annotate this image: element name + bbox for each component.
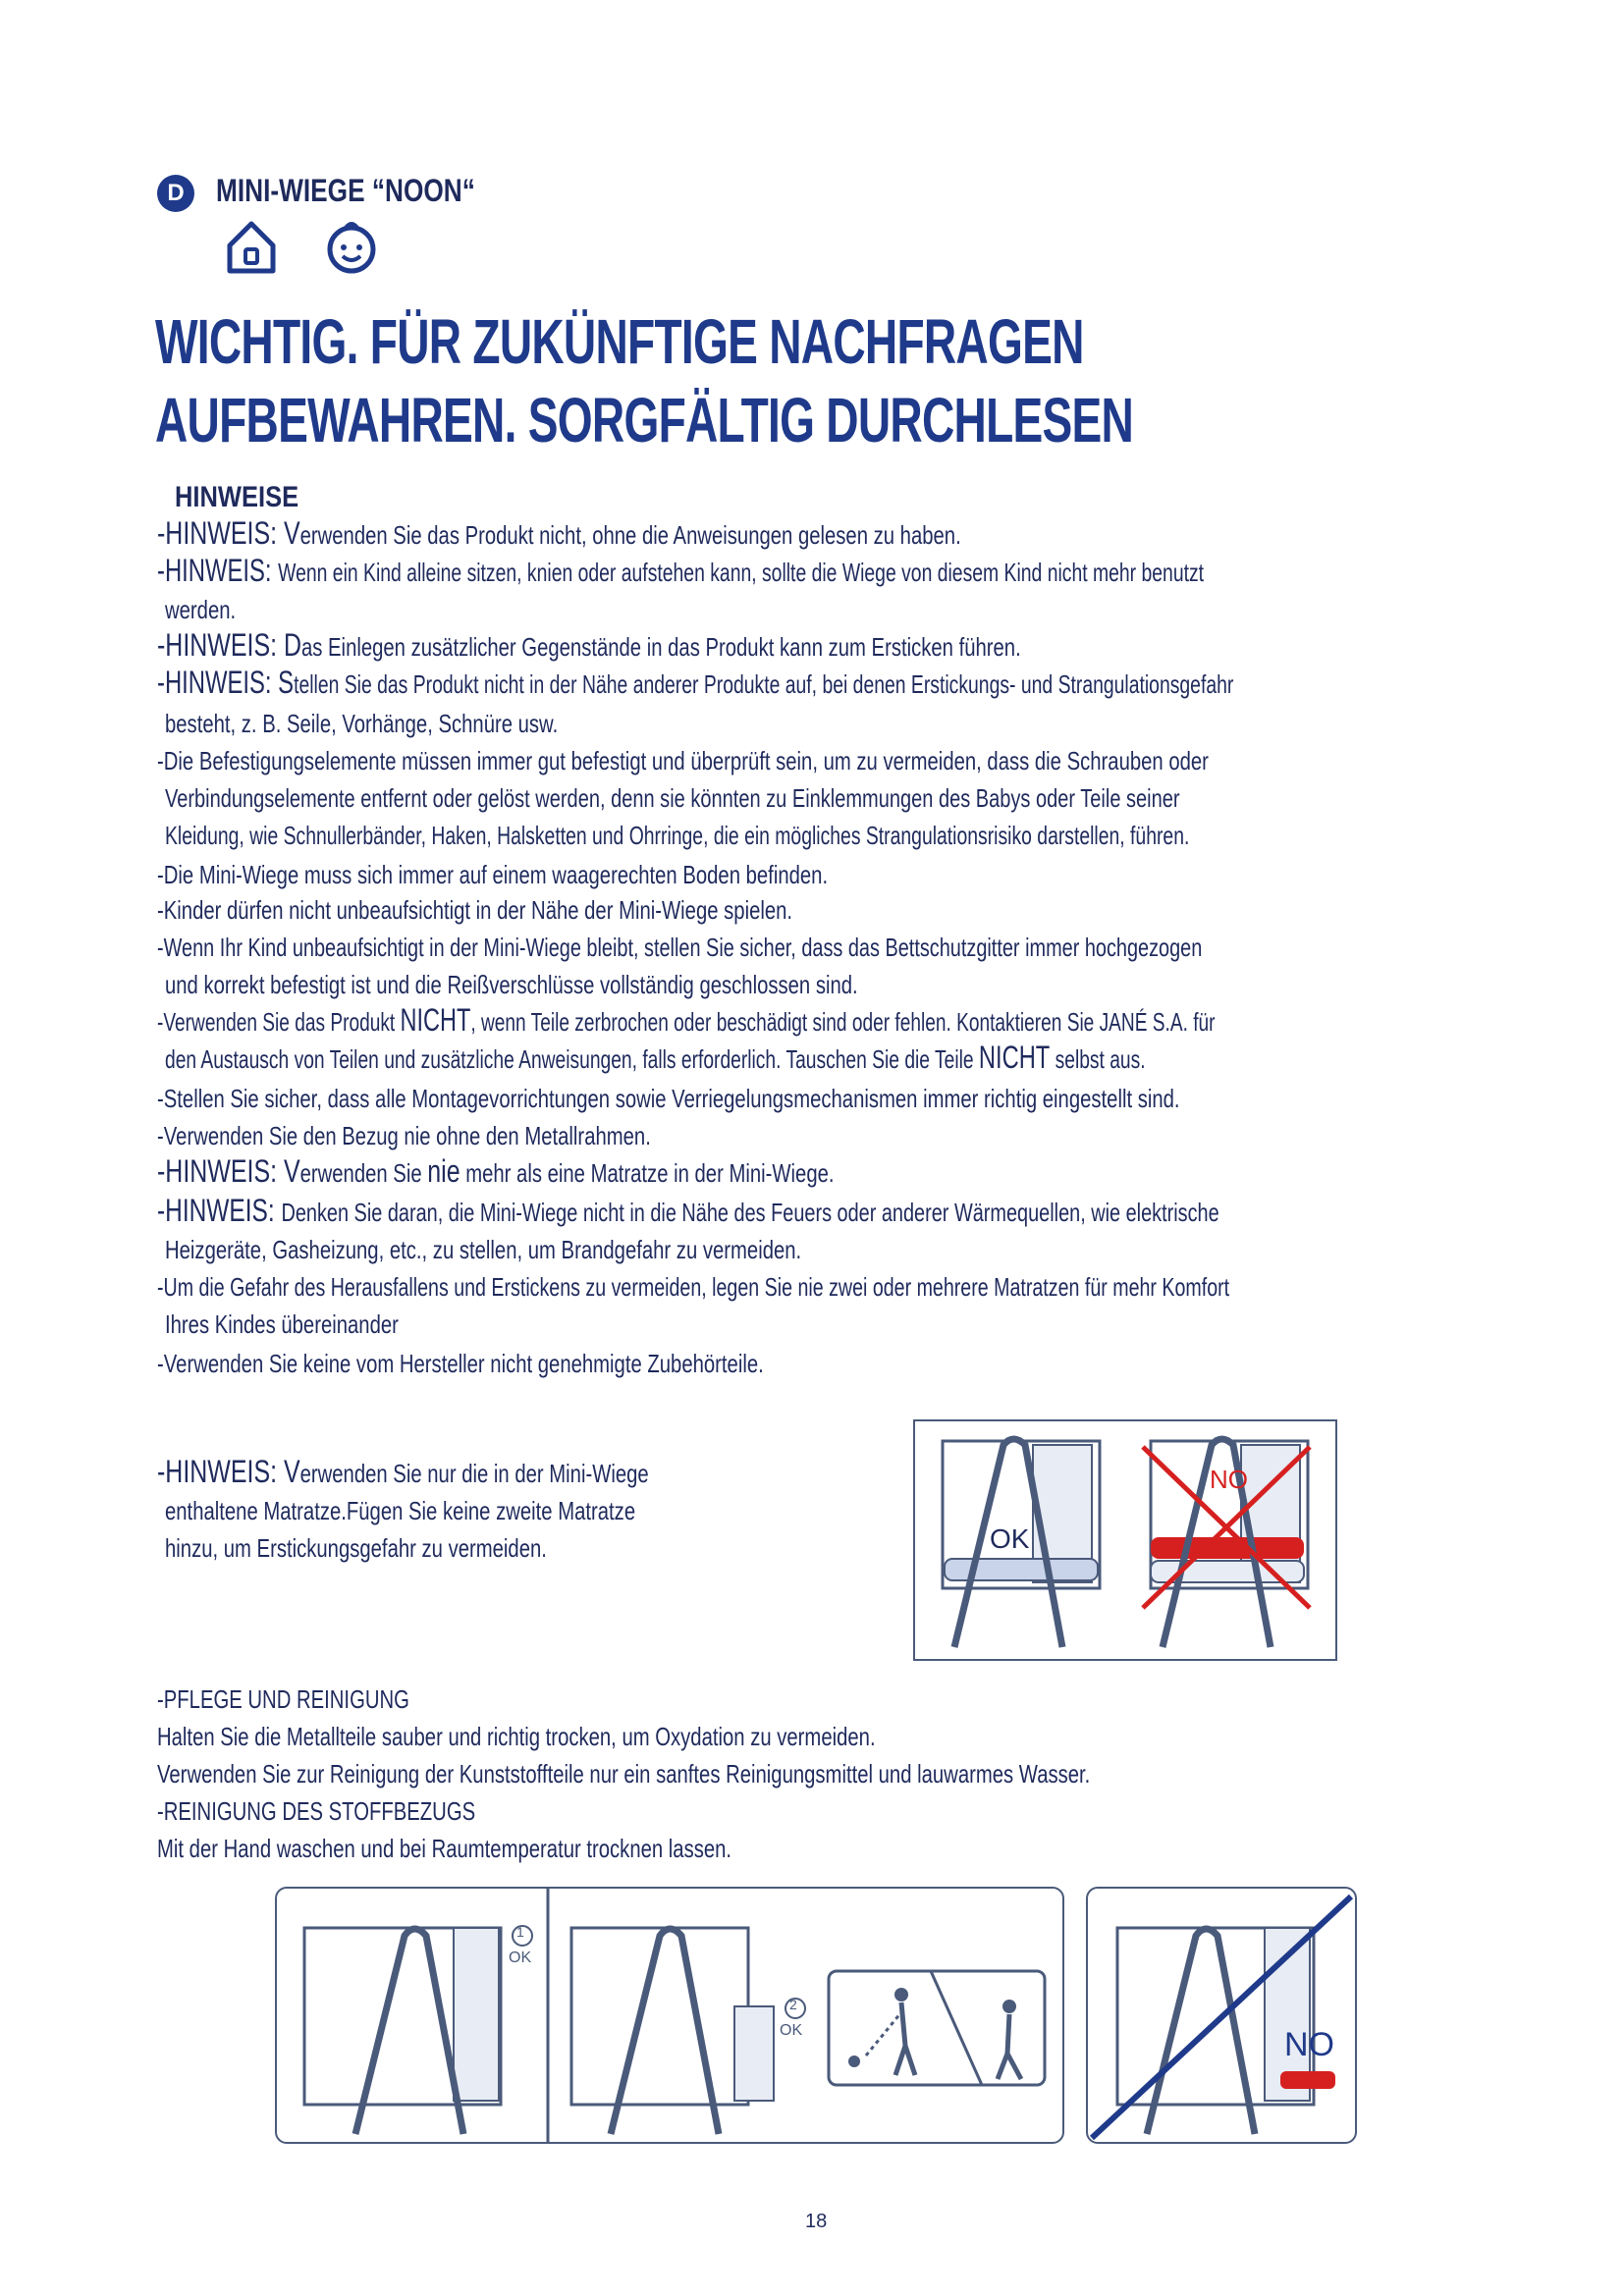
headline-line-2: AUFBEWAHREN. SORGFÄLTIG DURCHLESEN: [155, 385, 1134, 455]
note-line: -Kinder dürfen nicht unbeaufsichtigt in der Nähe der Mini-Wiege spielen.: [157, 895, 793, 925]
mattress-note-line: -HINWEIS: Verwenden Sie nur die in der Mini-Wiege: [157, 1454, 649, 1489]
care-line: Halten Sie die Metallteile sauber und richtig trocken, um Oxydation zu vermeiden.: [157, 1722, 876, 1751]
step-1-label: OK: [509, 1949, 532, 1966]
note-line: den Austausch von Teilen und zusätzliche Anweisungen, falls erforderlich. Tauschen Sie die Teile NICHT selbst aus.: [165, 1040, 1146, 1075]
note-line: besteht, z. B. Seile, Vorhänge, Schnüre usw.: [165, 709, 559, 738]
mattress-note-line: enthaltene Matratze.Fügen Sie keine zweite Matratze: [165, 1496, 636, 1525]
note-line: Kleidung, wie Schnullerbänder, Haken, Halsketten und Ohrringe, die ein mögliches Strangulationsrisiko darstellen, führen.: [165, 821, 1190, 850]
no-illustration: [1086, 1887, 1357, 2144]
home-icon: [224, 218, 279, 277]
ok-label: OK: [990, 1523, 1030, 1554]
note-line: -HINWEIS: Verwenden Sie nie mehr als eine Matratze in der Mini-Wiege.: [157, 1153, 835, 1189]
note-line: -Die Mini-Wiege muss sich immer auf einem waagerechten Boden befinden.: [157, 860, 829, 889]
language-badge: D: [157, 175, 194, 212]
note-line: Heizgeräte, Gasheizung, etc., zu stellen, um Brandgefahr zu vermeiden.: [165, 1235, 802, 1264]
care-line: Verwenden Sie zur Reinigung der Kunststoffteile nur ein sanftes Reinigungsmittel und lauwarmes Wasser.: [157, 1759, 1091, 1789]
note-line: -Stellen Sie sicher, dass alle Montagevorrichtungen sowie Verriegelungsmechanismen immer richtig eingestellt sind.: [157, 1084, 1180, 1113]
no-label: NO: [1210, 1465, 1248, 1494]
step-2-number: 2: [789, 1997, 797, 2012]
note-line: -Verwenden Sie keine vom Hersteller nicht genehmigte Zubehörteile.: [157, 1349, 764, 1378]
child-warning-drawing: [829, 1971, 1045, 2085]
notes-title: HINWEISE: [175, 481, 299, 513]
note-line: Ihres Kindes übereinander: [165, 1309, 399, 1339]
note-line: -Die Befestigungselemente müssen immer gut befestigt und überprüft sein, um zu vermeiden, dass die Schrauben oder: [157, 746, 1209, 775]
step-2-label: OK: [780, 2022, 803, 2039]
mattress-note-line: hinzu, um Erstickungsgefahr zu vermeiden.: [165, 1533, 547, 1563]
note-line: -HINWEIS: Stellen Sie das Produkt nicht in der Nähe anderer Produkte auf, bei denen Erstickungs- und Strangulationsgefahr: [157, 665, 1234, 700]
mattress-illustration: [913, 1419, 1337, 1661]
note-line: -HINWEIS: Das Einlegen zusätzlicher Gegenstände in das Produkt kann zum Ersticken führen.: [157, 627, 1021, 663]
note-line: -HINWEIS: Verwenden Sie das Produkt nicht, ohne die Anweisungen gelesen zu haben.: [157, 515, 961, 551]
note-line: -Wenn Ihr Kind unbeaufsichtigt in der Mini-Wiege bleibt, stellen Sie sicher, dass das Bettschutzgitter immer hochgezogen: [157, 933, 1203, 962]
care-heading: -PFLEGE UND REINIGUNG: [157, 1684, 409, 1714]
section-title: MINI-WIEGE “NOON“: [216, 173, 475, 208]
crib-step-1-drawing: [304, 1926, 532, 2134]
note-line: -Verwenden Sie den Bezug nie ohne den Metallrahmen.: [157, 1121, 651, 1150]
crib-step-2-drawing: [571, 1928, 805, 2134]
note-line: -HINWEIS: Denken Sie daran, die Mini-Wiege nicht in die Nähe des Feuers oder anderer Wärmequellen, wie elektrische: [157, 1193, 1219, 1228]
note-line: -HINWEIS: Wenn ein Kind alleine sitzen, knien oder aufstehen kann, sollte die Wiege von diesem Kind nicht mehr benutzt: [157, 553, 1205, 588]
page-number: 18: [805, 2211, 828, 2232]
care-heading: -REINIGUNG DES STOFFBEZUGS: [157, 1796, 476, 1826]
note-line: -Verwenden Sie das Produkt NICHT, wenn Teile zerbrochen oder beschädigt sind oder fehlen. Kontaktieren Sie JANÉ S.A. für: [157, 1002, 1216, 1038]
note-line: und korrekt befestigt ist und die Reißverschlüsse vollständig geschlossen sind.: [165, 970, 858, 999]
note-line: Verbindungselemente entfernt oder gelöst werden, denn sie könnten zu Einklemmungen des Babys oder Teile seiner: [165, 783, 1180, 813]
note-line: werden.: [165, 595, 237, 624]
step-1-number: 1: [516, 1924, 524, 1940]
note-line: -Um die Gefahr des Herausfallens und Erstickens zu vermeiden, legen Sie nie zwei oder mehrere Matratzen für mehr Komfort: [157, 1272, 1230, 1302]
crib-no-drawing-2: [1092, 1896, 1351, 2138]
baby-face-icon: [324, 218, 379, 277]
care-line: Mit der Hand waschen und bei Raumtemperatur trocknen lassen.: [157, 1834, 732, 1863]
no-label-2: NO: [1284, 2026, 1334, 2063]
headline-line-1: WICHTIG. FÜR ZUKÜNFTIGE NACHFRAGEN: [155, 306, 1084, 377]
fabric-removal-illustration: [275, 1887, 1064, 2144]
